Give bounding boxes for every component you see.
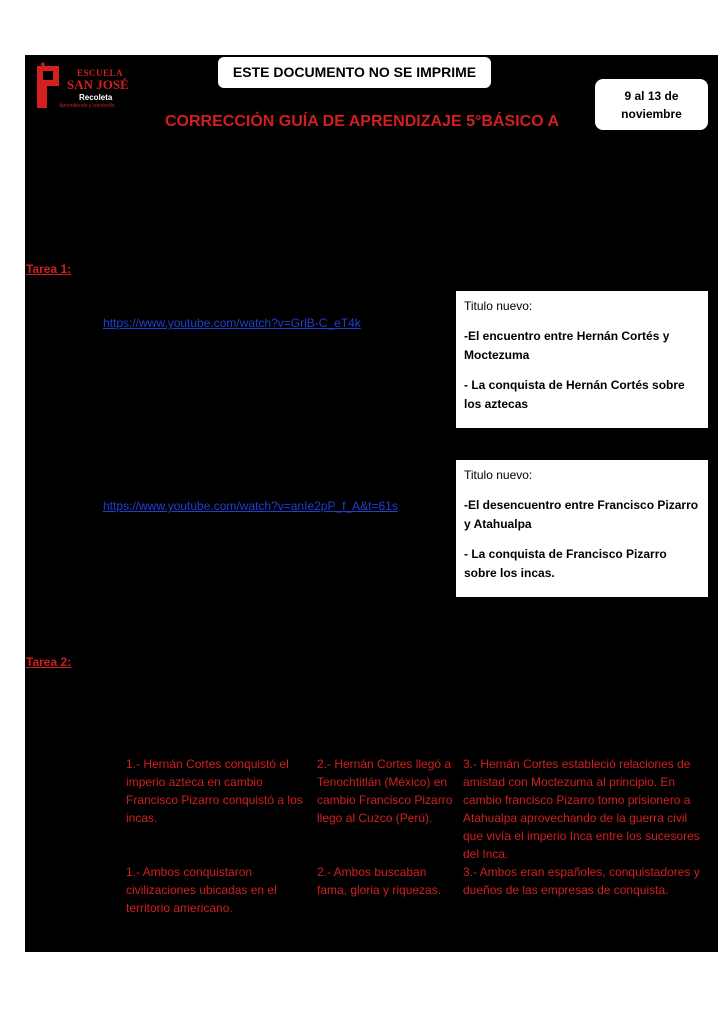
difference-item: 2.- Hernán Cortes llegó a Tenochtitlán (México) en cambio Francisco Pizarro llego al Cuzco (Perú). bbox=[317, 757, 453, 825]
task-2-label: Tarea 2: bbox=[26, 655, 72, 669]
new-title-heading: Titulo nuevo: bbox=[464, 299, 533, 313]
date-badge: 9 al 13 de noviembre bbox=[595, 79, 708, 130]
new-title-heading: Titulo nuevo: bbox=[464, 468, 533, 482]
new-title-box-2 bbox=[456, 460, 708, 597]
task-1-label: Tarea 1: bbox=[26, 262, 72, 276]
new-title-option: - La conquista de Hernán Cortés sobre los aztecas bbox=[464, 378, 685, 411]
new-title-option: - La conquista de Francisco Pizarro sobre los incas. bbox=[464, 547, 667, 580]
video-link-1[interactable]: https://www.youtube.com/watch?v=GrlB-C_eT4k bbox=[103, 316, 361, 330]
new-title-option: -El encuentro entre Hernán Cortés y Moctezuma bbox=[464, 329, 670, 362]
school-logo bbox=[33, 62, 158, 112]
video-link-2[interactable]: https://www.youtube.com/watch?v=anIe2pP_f_A&t=61s bbox=[103, 499, 398, 513]
logo-tagline: Aprendiendo y creciendo. bbox=[59, 103, 116, 109]
difference-item: 3.- Hernán Cortes estableció relaciones de amistad con Moctezuma al principio. En cambio francisco Pizarro tomo prisionero a Atahualpa aprovechando de la guerra civil que vivía el imperio Inca entre los sucesores del Inca. bbox=[463, 757, 700, 861]
new-title-option: -El desencuentro entre Francisco Pizarro y Atahualpa bbox=[464, 498, 699, 531]
similarity-item: 3.- Ambos eran españoles, conquistadores y dueños de las empresas de conquista. bbox=[463, 865, 700, 897]
new-title-box-1 bbox=[456, 291, 708, 428]
page-title: CORRECCIÓN GUÍA DE APRENDIZAJE 5°BÁSICO A bbox=[165, 113, 559, 130]
logo-line-2: SAN JOSÉ bbox=[67, 77, 129, 92]
similarity-item: 1.- Ambos conquistaron civilizaciones ubicadas en el territorio americano. bbox=[126, 865, 277, 915]
similarity-item: 2.- Ambos buscaban fama, gloria y riquezas. bbox=[317, 865, 442, 897]
logo-line-3: Recoleta bbox=[79, 93, 113, 102]
difference-item: 1.- Hernán Cortes conquistó el imperio azteca en cambio Francisco Pizarro conquistó a los incas. bbox=[126, 757, 303, 825]
no-print-notice: ESTE DOCUMENTO NO SE IMPRIME bbox=[218, 57, 491, 88]
logo-line-1: ESCUELA bbox=[77, 68, 124, 78]
